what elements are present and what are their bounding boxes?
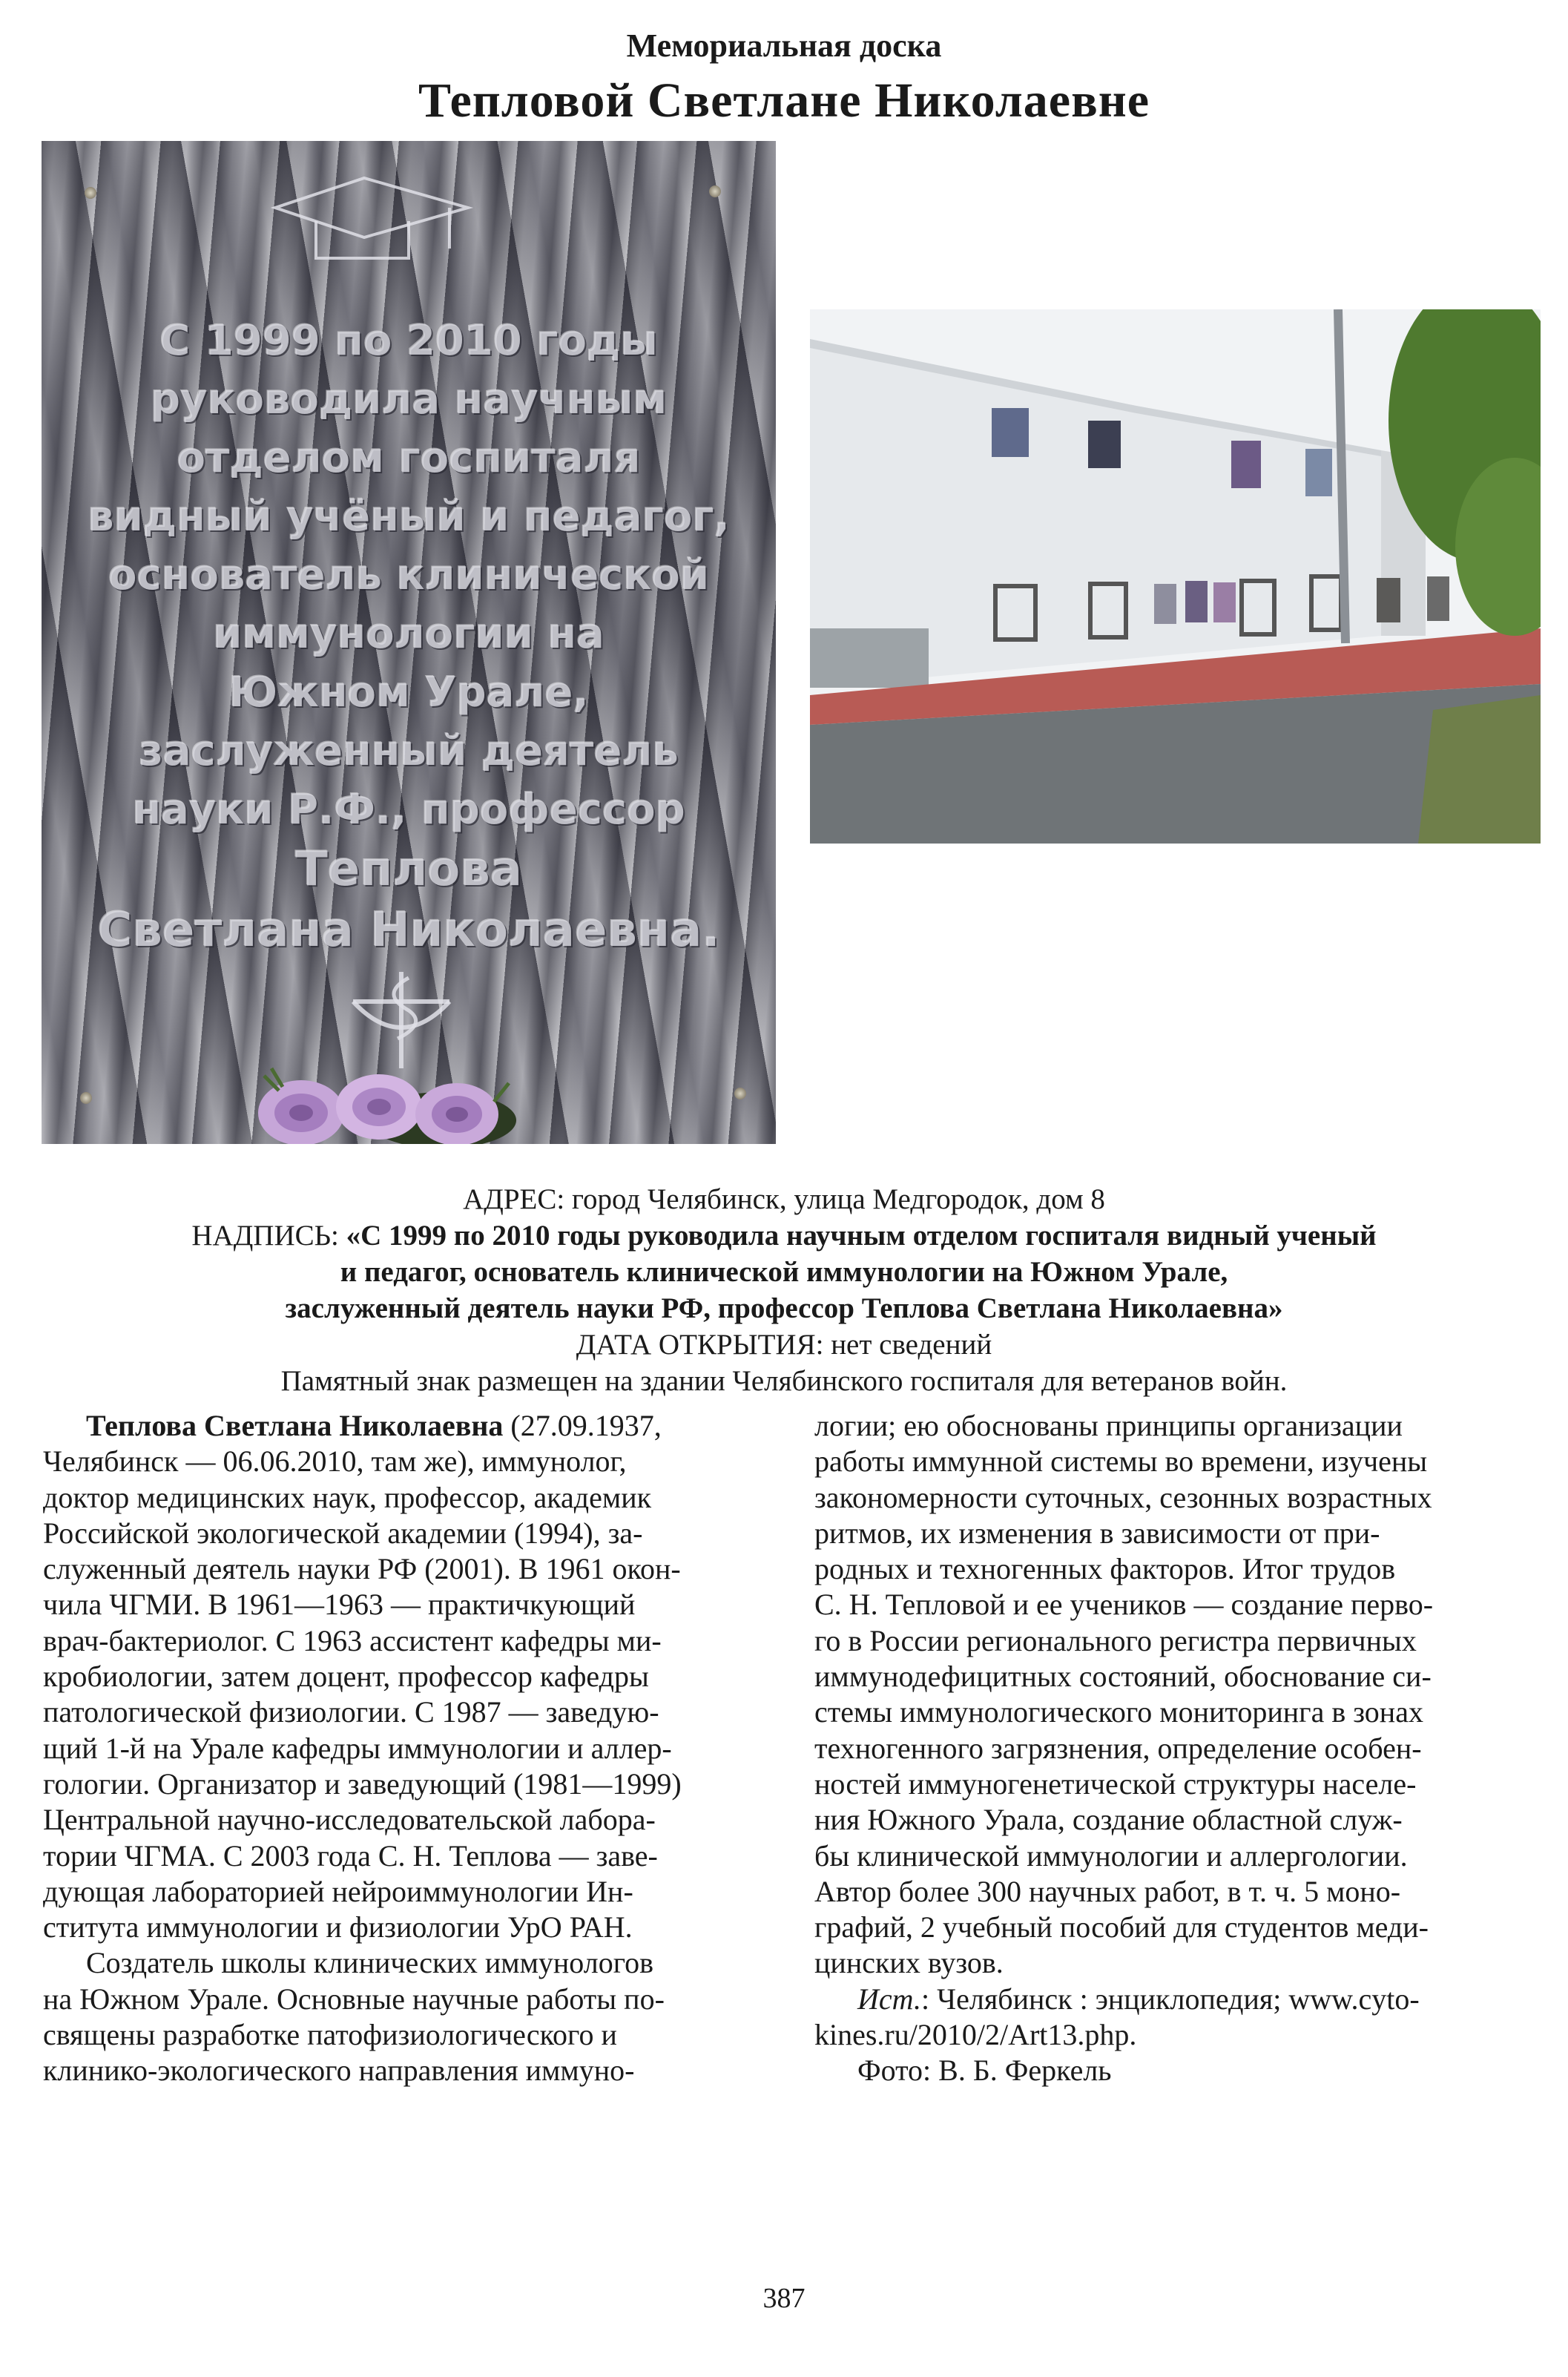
article-text: гологии. Организатор и заведующий (1981—1999)	[43, 1766, 682, 1801]
inscription-line-3: заслуженный деятель науки РФ, профессор Теплова Светлана Николаевна»	[285, 1292, 1283, 1324]
bowl-of-hygieia-icon	[338, 964, 464, 1076]
address-label: АДРЕС:	[463, 1183, 565, 1215]
plaque-name-line: Теплова	[295, 842, 522, 897]
article-text: доктор медицинских наук, профессор, академик	[43, 1480, 652, 1514]
opening-label: ДАТА ОТКРЫТИЯ:	[576, 1329, 824, 1361]
article-text: техногенного загрязнения, определение особен-	[814, 1731, 1422, 1765]
article-text: закономерности суточных, сезонных возрастных	[814, 1480, 1432, 1514]
plaque-line: руководила научным	[150, 375, 668, 424]
plaque-line: Южном Урале,	[228, 668, 589, 717]
plaque-line: С 1999 по 2010 годы	[159, 317, 658, 365]
inscription-label: НАДПИСЬ:	[191, 1220, 346, 1252]
article-text: ститута иммунологии и физиологии УрО РАН.	[43, 1910, 633, 1944]
plaque-line: видный учёный и педагог,	[88, 493, 730, 541]
building-photo	[810, 309, 1541, 844]
source-label: Ист.	[857, 1982, 922, 2016]
article-text: Автор более 300 научных работ, в т. ч. 5 моно-	[814, 1874, 1401, 1908]
plaque-line: науки Р.Ф., профессор	[132, 786, 685, 834]
article-text: врач-бактериолог. С 1963 ассистент кафедры ми-	[43, 1623, 662, 1657]
article-text: Центральной научно-исследовательской лабора-	[43, 1803, 656, 1837]
address-value: город Челябинск, улица Медгородок, дом 8	[564, 1183, 1105, 1215]
article-text: на Южном Урале. Основные научные работы по-	[43, 1982, 665, 2016]
article-text: (27.09.1937,	[503, 1409, 662, 1442]
article-text: щий 1-й на Урале кафедры иммунологии и аллер-	[43, 1731, 672, 1765]
article-left-column	[43, 1408, 774, 2089]
graduation-cap-icon	[253, 171, 475, 282]
article-text: Челябинск — 06.06.2010, там же), иммунолог,	[43, 1444, 627, 1479]
article-text: дующая лабораторией нейроиммунологии Ин-	[43, 1874, 633, 1908]
article-text: логии; ею обоснованы принципы организации	[814, 1409, 1403, 1442]
article-text: патологической физиологии. С 1987 — заведую-	[43, 1695, 659, 1729]
plaque-line: отделом госпиталя	[177, 434, 641, 482]
article-text: Российской экологической академии (1994), за-	[43, 1516, 643, 1550]
article-text: kines.ru/2010/2/Art13.php.	[814, 2018, 1137, 2052]
article-text: чила ЧГМИ. В 1961—1963 — практичкующий	[43, 1588, 636, 1622]
article-text: С. Н. Тепловой и ее учеников — создание перво-	[814, 1588, 1434, 1622]
plaque-inscription	[71, 312, 746, 961]
article-right-column	[814, 1408, 1540, 2089]
article-text: кробиологии, затем доцент, профессор кафедры	[43, 1660, 649, 1694]
article-text: клинико-экологического направления иммуно-	[43, 2054, 635, 2088]
article-text: священы разработке патофизиологического и	[43, 2018, 617, 2052]
screw-top-right	[709, 185, 721, 197]
memorial-plaque-photo	[42, 141, 776, 1144]
article-text: ния Южного Урала, создание областной служ-	[814, 1803, 1403, 1837]
address-line	[0, 1181, 1568, 1217]
article-text: тории ЧГМА. С 2003 года С. Н. Теплова — заве-	[43, 1838, 658, 1873]
article-text: бы клинической иммунологии и аллергологии.	[814, 1838, 1408, 1873]
article-text: иммунодефицитных состояний, обоснование си-	[814, 1660, 1432, 1694]
article-text: графий, 2 учебный пособий для студентов меди-	[814, 1910, 1429, 1944]
opening-value: нет сведений	[823, 1329, 992, 1361]
building-facade-image	[810, 309, 1541, 844]
inscription-line-1	[0, 1217, 1568, 1254]
screw-bottom-left	[80, 1092, 92, 1104]
screw-top-left	[85, 187, 96, 199]
opening-date-line	[0, 1326, 1568, 1363]
location-note: Памятный знак размещен на здании Челябинского госпиталя для ветеранов войн.	[280, 1365, 1288, 1397]
person-name: Теплова Светлана Николаевна	[86, 1409, 504, 1442]
article-text: стемы иммунологического мониторинга в зонах	[814, 1695, 1423, 1729]
article-text: ностей иммуногенетической структуры населе-	[814, 1766, 1417, 1801]
plaque-name-line: Светлана Николаевна.	[97, 903, 720, 958]
article-text: родных и техногенных факторов. Итог трудов	[814, 1552, 1396, 1586]
article-text: ритмов, их изменения в зависимости от при-	[814, 1516, 1380, 1550]
plaque-line: заслуженный деятель	[139, 727, 679, 775]
source-line	[814, 1982, 1540, 2017]
roses-icon	[257, 1061, 524, 1144]
screw-bottom-right	[734, 1088, 746, 1099]
page-title: Тепловой Светлане Николаевне	[418, 73, 1150, 128]
article-text: работы иммунной системы во времени, изучены	[814, 1444, 1428, 1479]
article-text: го в России регионального регистра первичных	[814, 1623, 1417, 1657]
photo-credit: Фото: В. Б. Феркель	[857, 2054, 1112, 2088]
article-text: служенный деятель науки РФ (2001). В 1961 окон-	[43, 1552, 681, 1586]
page-number: 387	[762, 2283, 806, 2314]
article-text: Создатель школы клинических иммунологов	[86, 1946, 654, 1980]
header-subtitle: Мемориальная доска	[626, 27, 942, 64]
inscription-line-2: и педагог, основатель клинической иммунологии на Южном Урале,	[340, 1256, 1228, 1288]
source-text: : Челябинск : энциклопедия; www.cyto-	[921, 1982, 1420, 2016]
inscription-text: «С 1999 по 2010 годы руководила научным отделом госпиталя видный ученый	[346, 1220, 1377, 1252]
plaque-line: основатель клинической	[108, 551, 709, 599]
plaque-line: иммунологии на	[213, 610, 605, 658]
article-text: цинских вузов.	[814, 1946, 1004, 1980]
